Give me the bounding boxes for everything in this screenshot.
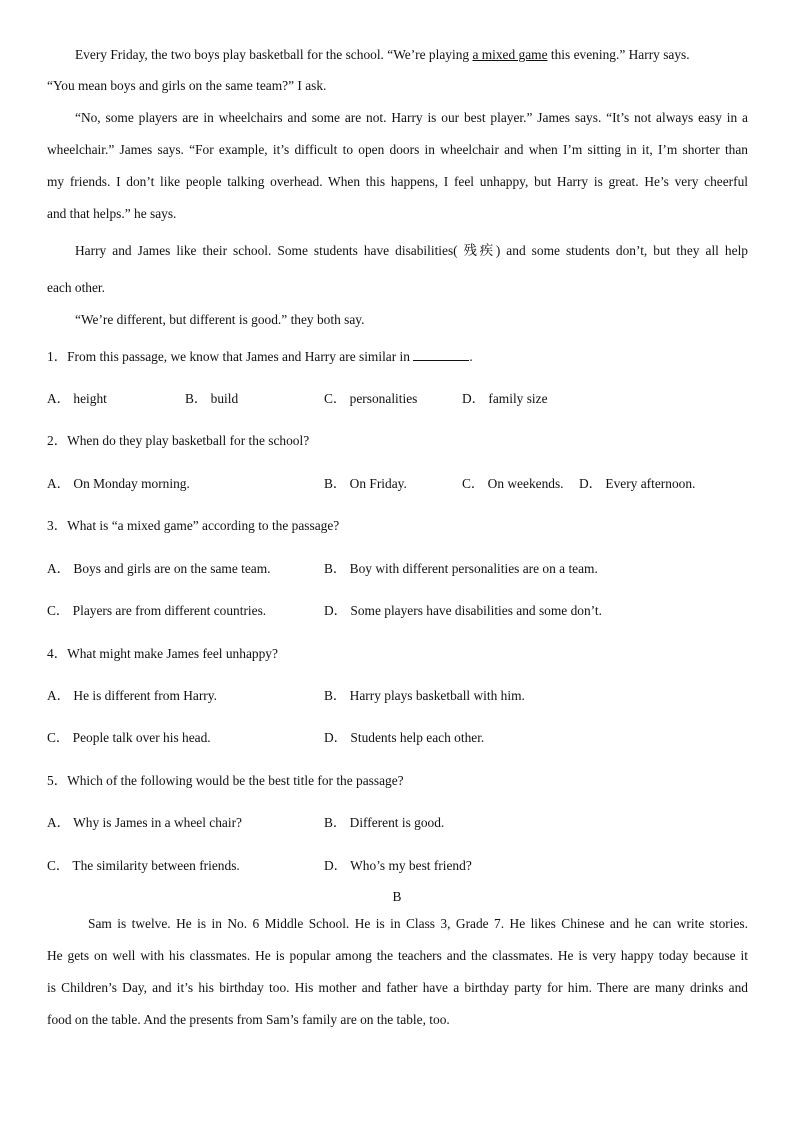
question-2-stem: 2．When do they play basketball for the school? [47, 433, 310, 448]
q2-option-b: B． On Friday. [324, 476, 407, 491]
q4-option-b: B． Harry plays basketball with him. [324, 688, 525, 703]
q1-option-d: D． family size [462, 391, 548, 406]
q1-option-c: C． personalities [324, 391, 418, 406]
passage-a-p3-line1: Harry and James like their school. Some students have disabilities( 残疾) and some students don’t, but they all help [75, 243, 748, 258]
q3-option-b: B． Boy with different personalities are on a team. [324, 561, 598, 576]
q3-option-d: D． Some players have disabilities and some don’t. [324, 603, 602, 618]
text-run: this evening.” Harry says. [547, 47, 690, 62]
passage-b-heading: B [392, 889, 402, 904]
q2-option-d: D． Every afternoon. [579, 476, 696, 491]
q5-option-a: A． Why is James in a wheel chair? [47, 815, 242, 830]
question-1-stem [47, 348, 748, 365]
q4-option-c: C． People talk over his head. [47, 730, 211, 745]
passage-a-p2-line3: my friends. I don’t like people talking overhead. When this happens, I feel unhappy, but Harry is great. He’s very cheerful [47, 174, 748, 189]
q5-option-b: B． Different is good. [324, 815, 445, 830]
q5-option-d: D． Who’s my best friend? [324, 858, 472, 873]
passage-b-line2: He gets on well with his classmates. He is popular among the teachers and the classmates. He is very happy today because it [47, 948, 748, 963]
q5-option-c: C． The similarity between friends. [47, 858, 240, 873]
question-text-end: . [469, 349, 473, 364]
question-text: 1．From this passage, we know that James and Harry are similar in [47, 349, 414, 364]
passage-a-p2-line1: “No, some players are in wheelchairs and some are not. Harry is our best player.” James says. “It’s not always easy in a [75, 110, 748, 125]
passage-a-p2-line2: wheelchair.” James says. “For example, it’s difficult to open doors in wheelchair and when I’m sitting in it, I’m shorter than [47, 142, 748, 157]
passage-a-p2-line4: and that helps.” he says. [47, 206, 177, 221]
question-3-stem: 3．What is “a mixed game” according to the passage? [47, 518, 340, 533]
passage-b-line4: food on the table. And the presents from Sam’s family are on the table, too. [47, 1012, 450, 1027]
passage-a-p1-line1 [75, 47, 748, 63]
passage-a-p1-line2: “You mean boys and girls on the same team?” I ask. [47, 78, 327, 93]
q1-option-a: A． height [47, 391, 107, 406]
passage-b-line1: Sam is twelve. He is in No. 6 Middle School. He is in Class 3, Grade 7. He likes Chinese and he can write stories. [88, 916, 748, 931]
q2-option-a: A． On Monday morning. [47, 476, 190, 491]
question-5-stem: 5．Which of the following would be the best title for the passage? [47, 773, 404, 788]
underlined-phrase: a mixed game [472, 47, 548, 62]
passage-b-line3: is Children’s Day, and it’s his birthday too. His mother and father have a birthday party for him. There are many drinks and [47, 980, 748, 995]
question-4-stem: 4．What might make James feel unhappy? [47, 646, 278, 661]
q3-option-a: A． Boys and girls are on the same team. [47, 561, 271, 576]
q4-option-a: A． He is different from Harry. [47, 688, 217, 703]
passage-a-p3-line2: each other. [47, 280, 105, 295]
text-run: Every Friday, the two boys play basketball for the school. “We’re playing [75, 47, 473, 62]
q1-option-b: B． build [185, 391, 239, 406]
q2-option-c: C． On weekends. [462, 476, 564, 491]
q3-option-c: C． Players are from different countries. [47, 603, 267, 618]
passage-a-p4-line1: “We’re different, but different is good.” they both say. [75, 312, 365, 327]
q4-option-d: D． Students help each other. [324, 730, 485, 745]
answer-blank [413, 348, 469, 361]
